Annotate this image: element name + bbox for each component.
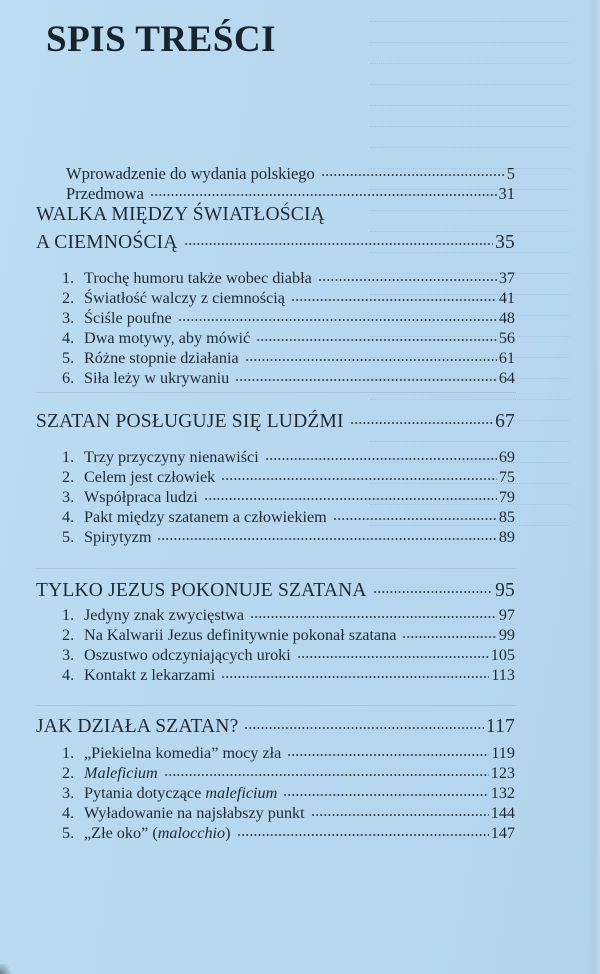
section-title: JAK DZIAŁA SZATAN? (36, 715, 239, 737)
leader-dots (402, 625, 496, 641)
toc-item[interactable] (62, 802, 515, 823)
leader-dots (244, 713, 483, 733)
page-number: 75 (498, 468, 515, 487)
leader-dots (321, 163, 505, 180)
item-label: „Piekielna komedia” mocy zła (84, 744, 282, 763)
item-label: Ściśle poufne (84, 309, 172, 328)
page-number: 67 (495, 410, 515, 432)
section-heading[interactable] (36, 228, 515, 254)
toc-item[interactable] (62, 466, 515, 487)
toc-item[interactable] (62, 446, 515, 467)
leader-dots (333, 507, 497, 523)
item-number: 4. (62, 804, 75, 823)
toc-item[interactable] (62, 782, 515, 803)
toc-entry-preface[interactable] (66, 182, 515, 204)
item-number: 2. (62, 289, 75, 308)
item-number: 2. (62, 468, 75, 487)
item-number: 1. (62, 744, 75, 763)
item-number: 4. (62, 329, 75, 348)
leader-dots (184, 229, 493, 249)
leader-dots (178, 308, 497, 324)
toc-item[interactable] (62, 327, 515, 348)
page-number: 31 (498, 183, 515, 203)
section-heading[interactable] (36, 407, 515, 433)
section-divider (36, 568, 516, 569)
leader-dots (204, 487, 497, 503)
item-label: „Złe oko” ( (84, 824, 158, 843)
item-label: Współpraca ludzi (84, 488, 198, 507)
leader-dots (164, 763, 489, 779)
item-number: 3. (62, 309, 75, 328)
toc-item[interactable] (62, 267, 515, 288)
leader-dots (237, 823, 489, 839)
item-number: 1. (62, 269, 75, 288)
item-number: 5. (62, 528, 75, 547)
page-title: SPIS TREŚCI (46, 19, 277, 60)
toc-item[interactable] (62, 526, 515, 547)
entry-label: Wprowadzenie do wydania polskiego (66, 163, 315, 183)
leader-dots (221, 467, 497, 483)
page-number: 56 (498, 329, 515, 348)
item-number: 3. (62, 488, 75, 507)
leader-dots (157, 527, 496, 543)
page-number: 113 (491, 666, 515, 685)
leader-dots (250, 605, 497, 621)
page-number: 85 (498, 508, 515, 527)
page-number: 117 (485, 715, 515, 737)
item-number: 6. (62, 369, 75, 388)
leader-dots (318, 268, 497, 284)
item-number: 3. (62, 646, 75, 665)
item-number: 2. (62, 626, 75, 645)
item-number: 3. (62, 784, 75, 803)
toc-item[interactable] (62, 664, 515, 685)
leader-dots (283, 783, 488, 799)
page-number: 147 (490, 824, 515, 843)
item-label: Pakt między szatanem a człowiekiem (84, 508, 327, 527)
item-number: 1. (62, 448, 75, 467)
item-label: Kontakt z lekarzami (84, 666, 216, 685)
toc-item[interactable] (62, 486, 515, 507)
toc-item[interactable] (62, 742, 515, 763)
page-number: 89 (498, 528, 515, 547)
page-number: 105 (490, 646, 515, 665)
toc-item[interactable] (62, 624, 515, 645)
section-heading[interactable] (36, 576, 515, 602)
section-title: TYLKO JEZUS POKONUJE SZATANA (36, 579, 367, 601)
section-heading[interactable] (36, 712, 515, 738)
page-number: 123 (490, 764, 515, 783)
section-divider (36, 392, 516, 393)
page-number: 61 (498, 349, 515, 368)
leader-dots (245, 348, 497, 364)
item-label-italic: Maleficium (84, 764, 158, 783)
toc-item[interactable] (62, 347, 515, 368)
item-label: Trzy przyczyny nienawiści (84, 448, 259, 467)
toc-item[interactable] (62, 762, 515, 783)
page-number: 132 (490, 784, 515, 803)
page-number: 69 (498, 448, 515, 467)
toc-item[interactable] (62, 367, 515, 388)
item-label: Siła leży w ukrywaniu (84, 369, 230, 388)
section-title: A CIEMNOŚCIĄ (36, 231, 178, 253)
page-number: 119 (491, 744, 515, 763)
section-divider (36, 705, 516, 706)
item-number: 4. (62, 666, 75, 685)
page-number: 95 (495, 579, 515, 601)
item-label: Na Kalwarii Jezus definitywnie pokonał szatana (84, 626, 397, 645)
corner-shadow (0, 964, 14, 974)
entry-label: Przedmowa (66, 183, 144, 203)
toc-entry-intro[interactable] (66, 162, 515, 184)
leader-dots (373, 577, 493, 597)
leader-dots (235, 368, 497, 384)
page-number: 144 (490, 804, 515, 823)
item-label: Celem jest człowiek (84, 468, 216, 487)
page-number: 48 (498, 309, 515, 328)
item-label: Oszustwo odczyniających uroki (84, 646, 291, 665)
leader-dots (291, 288, 497, 304)
item-label: Dwa motywy, aby mówić (84, 329, 251, 348)
page-number: 79 (498, 488, 515, 507)
item-label: Jedyny znak zwycięstwa (84, 606, 245, 625)
leader-dots (297, 645, 489, 661)
section-heading-line1[interactable]: WALKA MIĘDZY ŚWIATŁOŚCIĄ (36, 204, 325, 225)
item-label: Spirytyzm (84, 528, 152, 547)
toc-item[interactable] (62, 822, 515, 843)
section-title: SZATAN POSŁUGUJE SIĘ LUDŹMI (36, 410, 344, 432)
item-number: 4. (62, 508, 75, 527)
leader-dots (256, 328, 497, 344)
item-number: 1. (62, 606, 75, 625)
page-number: 97 (498, 606, 515, 625)
item-label: Pytania dotyczące (84, 784, 206, 803)
leader-dots (350, 408, 493, 428)
page-number: 35 (495, 231, 515, 253)
item-label-italic: maleficium (205, 784, 278, 803)
leader-dots (150, 183, 497, 200)
leader-dots (287, 743, 489, 759)
page-number: 99 (498, 626, 515, 645)
leader-dots (311, 803, 489, 819)
item-number: 5. (62, 349, 75, 368)
page-edge (588, 0, 600, 974)
leader-dots (265, 447, 497, 463)
toc-item[interactable] (62, 604, 515, 625)
item-label: Wyładowanie na najsłabszy punkt (84, 804, 305, 823)
toc-item[interactable] (62, 644, 515, 665)
page-number: 37 (498, 269, 515, 288)
page-number: 41 (498, 289, 515, 308)
item-label: Trochę humoru także wobec diabła (84, 269, 312, 288)
toc-item[interactable] (62, 307, 515, 328)
leader-dots (221, 665, 489, 681)
item-label: Różne stopnie działania (84, 349, 239, 368)
item-label-after: ) (225, 824, 231, 843)
page-number: 5 (506, 163, 515, 183)
toc-item[interactable] (62, 506, 515, 527)
item-number: 2. (62, 764, 75, 783)
item-label-italic: malocchio (157, 824, 226, 843)
toc-item[interactable] (62, 287, 515, 308)
item-label: Światłość walczy z ciemnością (84, 289, 285, 308)
item-number: 5. (62, 824, 75, 843)
page-number: 64 (498, 369, 515, 388)
